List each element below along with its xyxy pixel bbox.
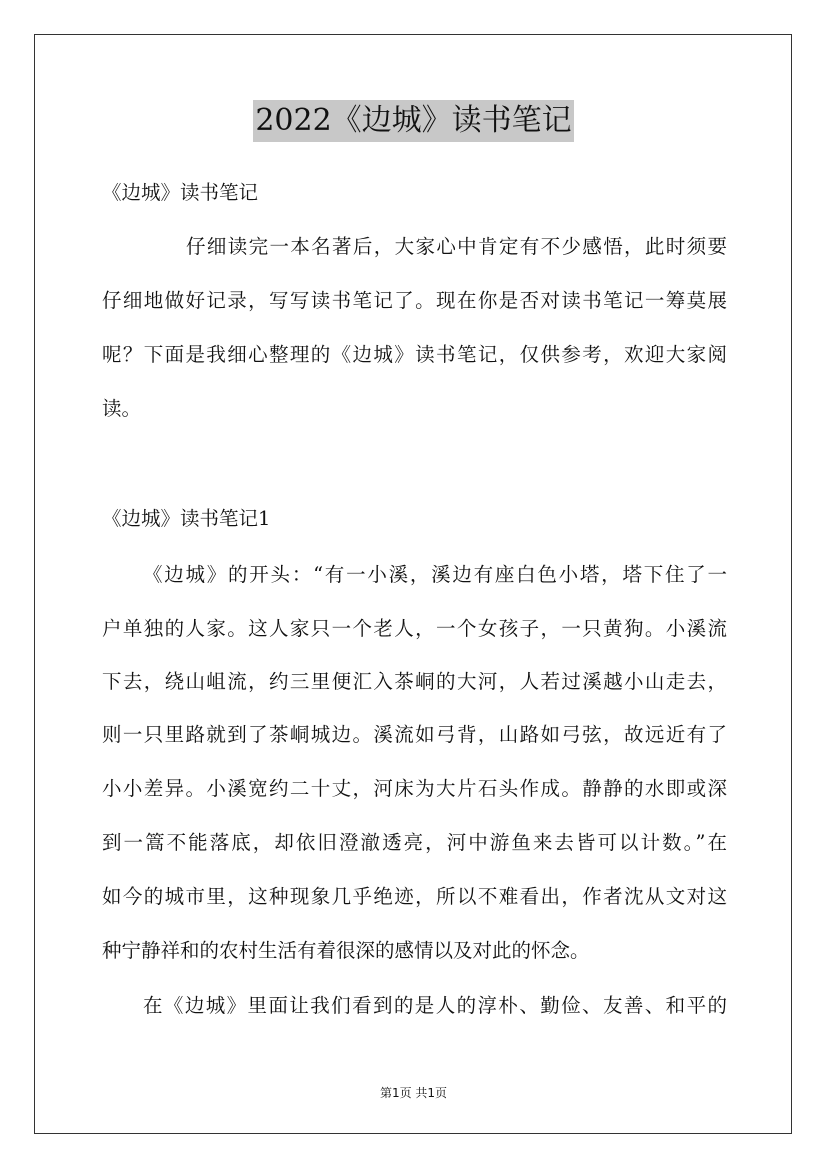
paragraph-line: 户单独的人家。这人家只一个老人，一个女孩子，一只黄狗。小溪流 xyxy=(102,617,727,640)
paragraph-line: 在《边城》里面让我们看到的是人的淳朴、勤俭、友善、和平的 xyxy=(143,994,727,1017)
paragraph-line: 如今的城市里，这种现象几乎绝迹，所以不难看出，作者沈从文对这 xyxy=(102,885,727,908)
paragraph-line: 下去，绕山岨流，约三里便汇入茶峒的大河，人若过溪越小山走去， xyxy=(102,670,727,693)
paragraph-line: 到一篙不能落底，却依旧澄澈透亮，河中游鱼来去皆可以计数。”在 xyxy=(102,831,727,854)
document-title: 2022《边城》读书笔记 xyxy=(253,100,573,142)
intro-line: 仔细读完一本名著后，大家心中肯定有不少感悟，此时须要 xyxy=(186,235,727,258)
title-container xyxy=(0,100,827,142)
intro-line: 仔细地做好记录，写写读书笔记了。现在你是否对读书笔记一筹莫展 xyxy=(102,289,727,312)
intro-line: 呢？下面是我细心整理的《边城》读书笔记，仅供参考，欢迎大家阅 xyxy=(102,343,727,366)
paragraph-line: 种宁静祥和的农村生活有着很深的感情以及对此的怀念。 xyxy=(102,939,590,962)
page-footer: 第1页 共1页 xyxy=(379,1086,448,1100)
paragraph-line: 小小差异。小溪宽约二十丈，河床为大片石头作成。静静的水即或深 xyxy=(102,777,727,800)
section-heading: 《边城》读书笔记1 xyxy=(102,507,271,530)
document-subtitle: 《边城》读书笔记 xyxy=(102,181,259,204)
paragraph-line: 则一只里路就到了茶峒城边。溪流如弓背，山路如弓弦，故远近有了 xyxy=(102,723,727,746)
paragraph-line: 《边城》的开头：“有一小溪，溪边有座白色小塔，塔下住了一 xyxy=(143,563,727,586)
intro-line: 读。 xyxy=(102,397,142,420)
